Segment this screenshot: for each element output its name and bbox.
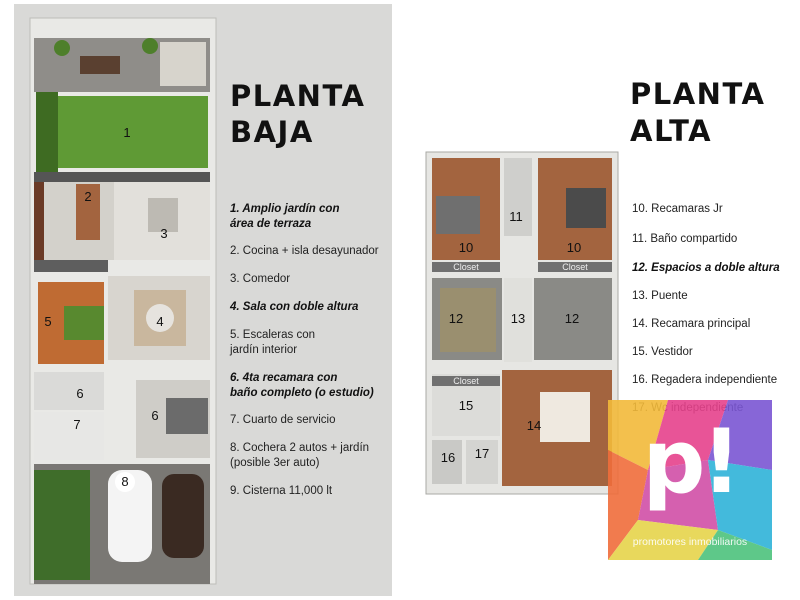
pb-room-label-6b: 6	[151, 408, 159, 423]
legend-pa-11: 11. Baño compartido	[632, 233, 738, 245]
pa-room-label-16: 16	[440, 450, 456, 465]
promotores-logo	[608, 400, 772, 560]
title-planta-baja-line1: PLANTA	[230, 79, 366, 113]
legend-pb-5: 5. Escaleras con jardín interior	[230, 329, 316, 356]
pb-outdoor-sofa	[160, 42, 206, 86]
legend-pb-8: 8. Cochera 2 autos + jardín (posible 3er auto)	[230, 442, 370, 469]
pb-room-label-6a: 6	[76, 386, 84, 401]
legend-pa-16: 16. Regadera independiente	[632, 374, 778, 386]
pb-bed	[166, 398, 208, 434]
legend-pa-13: 13. Puente	[632, 290, 688, 302]
pb-interior-garden	[64, 306, 104, 340]
pb-garden-hedge	[36, 92, 58, 172]
pb-plant	[142, 38, 158, 54]
legend-pb-1: 1. Amplio jardín con área de terraza	[230, 203, 340, 230]
pb-room-label-7: 7	[73, 417, 81, 432]
logo-tagline: promotores inmobiliarios	[632, 536, 748, 548]
legend-pb-6: 6. 4ta recamara con baño completo (o estudio)	[230, 372, 374, 399]
pb-kitchen-counter	[34, 182, 44, 260]
pb-room-label-3: 3	[160, 226, 168, 241]
pb-window-wall	[34, 172, 210, 182]
pb-plant	[54, 40, 70, 56]
pb-room-label-5: 5	[44, 314, 52, 329]
pb-car-dark	[162, 474, 204, 558]
pa-bed	[566, 188, 606, 228]
legend-pb-2: 2. Cocina + isla desayunador	[230, 245, 379, 257]
pb-terrace-table	[80, 56, 120, 74]
pb-room-label-1: 1	[123, 125, 131, 140]
pb-kitchen-floor	[34, 182, 114, 260]
legend-pb-4: 4. Sala con doble altura	[230, 301, 359, 313]
title-planta-baja-line2: BAJA	[230, 115, 314, 149]
legend-pa-15: 15. Vestidor	[632, 346, 693, 358]
pb-room-label-2: 2	[84, 189, 92, 204]
legend-pa-12: 12. Espacios a doble altura	[632, 262, 780, 274]
pb-counter	[34, 260, 108, 272]
pa-room-label-17: 17	[474, 446, 490, 461]
pa-bath	[504, 158, 532, 236]
pa-room-label-11: 11	[509, 209, 523, 224]
pb-garage-garden	[34, 470, 90, 580]
pb-room-label-4: 4	[156, 314, 164, 329]
pa-room-label-10a: 10	[458, 240, 474, 255]
pa-room-label-14: 14	[526, 418, 542, 433]
legend-pb-3: 3. Comedor	[230, 273, 291, 285]
pb-room-label-8: 8	[115, 472, 135, 492]
pa-room-label-13: 13	[510, 311, 526, 326]
pa-bed	[436, 196, 480, 234]
pa-room-label-10b: 10	[566, 240, 582, 255]
legend-pb-9: 9. Cisterna 11,000 lt	[230, 485, 333, 497]
title-planta-alta-line1: PLANTA	[630, 77, 766, 111]
legend-pa-10: 10. Recamaras Jr	[632, 203, 723, 215]
pa-room-label-15: 15	[458, 398, 474, 413]
pa-closet-label: Closet	[538, 262, 612, 272]
legend-pa-14: 14. Recamara principal	[632, 318, 751, 330]
pa-closet-label: Closet	[432, 376, 500, 386]
pa-closet-label: Closet	[432, 262, 500, 272]
logo-mark: p!	[642, 410, 738, 513]
title-planta-alta-line2: ALTA	[630, 114, 713, 148]
legend-pb-7: 7. Cuarto de servicio	[230, 414, 336, 426]
pa-room-label-12a: 12	[448, 311, 464, 326]
pa-room-label-12b: 12	[564, 311, 580, 326]
pa-master-bed	[540, 392, 590, 442]
plan-planta-baja	[30, 18, 216, 584]
